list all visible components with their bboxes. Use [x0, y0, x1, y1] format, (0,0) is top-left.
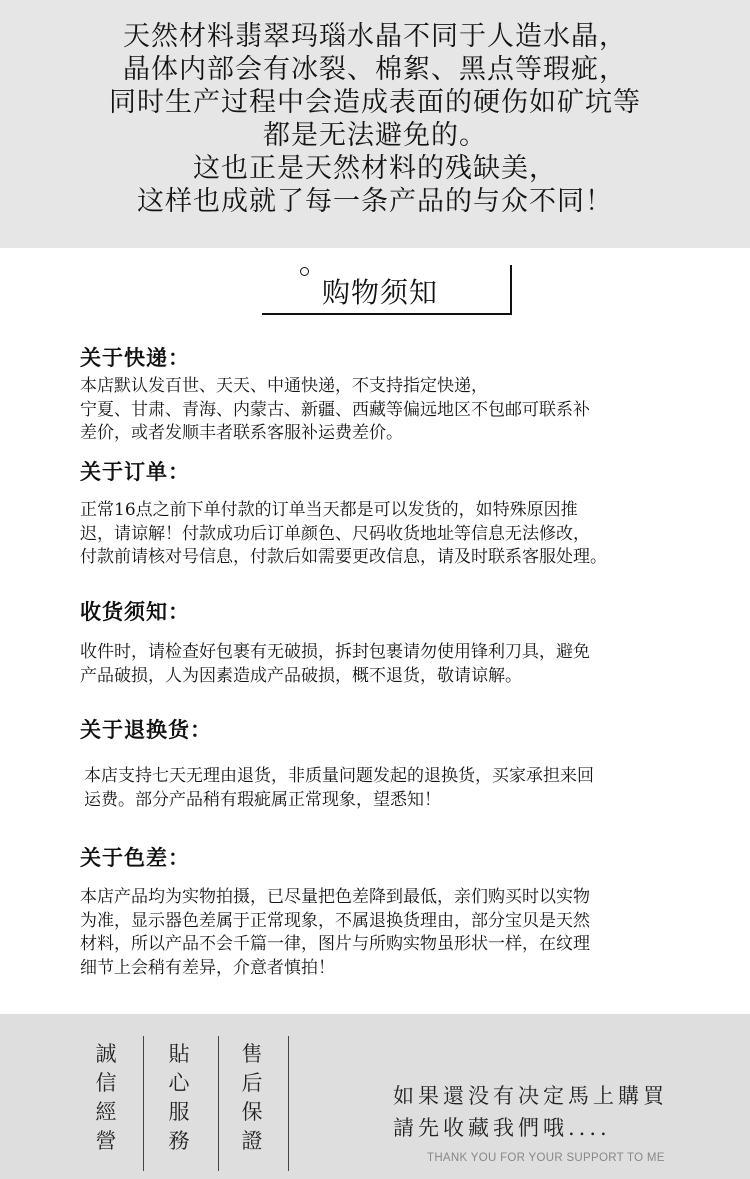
footer-column-integrity: 誠信經營: [95, 1042, 117, 1153]
banner-line: 天然材料翡翠玛瑙水晶不同于人造水晶，: [123, 21, 627, 52]
body-line: 本店默认发百世、天天、中通快递，不支持指定快递，: [80, 376, 488, 396]
section-body: [84, 765, 594, 812]
section-heading: 收货须知：: [80, 600, 190, 624]
banner-line: 同时生产过程中会造成表面的硬伤如矿坑等: [109, 87, 641, 118]
section-heading: 关于色差：: [80, 846, 190, 870]
body-line: 材料，所以产品不会千篇一律，图片与所购实物虽形状一样，在纹理: [80, 934, 590, 954]
banner-line: 都是无法避免的。: [263, 120, 487, 151]
title-underline: [262, 313, 512, 315]
body-line: 付款前请核对号信息，付款后如需要更改信息，请及时联系客服处理。: [80, 547, 607, 567]
body-line: 差价，或者发顺丰者联系客服补运费差价。: [80, 423, 403, 443]
body-line: 细节上会稍有差异，介意者慎拍！: [80, 957, 335, 978]
banner-line: 这也正是天然材料的残缺美，: [193, 153, 557, 184]
footer-divider: [143, 1036, 144, 1171]
footer-thanks: THANK YOU FOR YOUR SUPPORT TO ME: [427, 1152, 665, 1164]
footer-column-guarantee: 售后保證: [241, 1042, 263, 1153]
section-heading: 关于订单：: [80, 460, 190, 484]
section-body: [80, 886, 590, 980]
footer-banner: [0, 1014, 750, 1179]
body-line: 为准，显示器色差属于正常现象，不属退换货理由，部分宝贝是天然: [80, 910, 590, 931]
body-line: 宁夏、甘肃、青海、内蒙古、新疆、西藏等偏远地区不包邮可联系补: [80, 399, 590, 420]
section-body: [80, 641, 590, 688]
body-line: 产品破损，人为因素造成产品破损，概不退货，敬请谅解。: [80, 665, 522, 686]
body-line: 本店支持七天无理由退货，非质量问题发起的退换货，买家承担来回: [84, 766, 594, 786]
section-heading: 关于退换货：: [80, 718, 212, 742]
footer-column-service: 貼心服務: [168, 1042, 190, 1153]
top-banner: [0, 0, 750, 248]
page-title: 购物须知: [322, 276, 439, 309]
body-line: 运费。部分产品稍有瑕疵属正常现象，望悉知！: [84, 789, 441, 810]
body-line: 正常16点之前下单付款的订单当天都是可以发货的，如特殊原因推: [80, 500, 578, 520]
body-line: 迟，请谅解！付款成功后订单颜色、尺码收货地址等信息无法修改，: [80, 523, 590, 544]
page-title-box: [262, 265, 512, 315]
body-line: 本店产品均为实物拍摄，已尽量把色差降到最低，亲们购买时以实物: [80, 887, 590, 907]
section-body: [80, 375, 590, 446]
footer-slogan-line1: 如果還没有决定馬上購買: [393, 1084, 668, 1108]
footer-divider: [288, 1036, 289, 1171]
body-line: 收件时，请检查好包裹有无破损，拆封包裹请勿使用锋利刀具，避免: [80, 642, 590, 662]
footer-divider: [218, 1036, 219, 1171]
section-body: [80, 499, 607, 570]
footer-slogan-line2: 請先收藏我們哦....: [393, 1116, 611, 1140]
banner-line: 这样也成就了每一条产品的与众不同！: [137, 186, 613, 217]
banner-line: 晶体内部会有冰裂、棉絮、黑点等瑕疵，: [123, 54, 627, 85]
title-side-bar: [510, 265, 512, 315]
circle-icon: [300, 267, 309, 276]
section-heading: 关于快递：: [80, 346, 190, 370]
